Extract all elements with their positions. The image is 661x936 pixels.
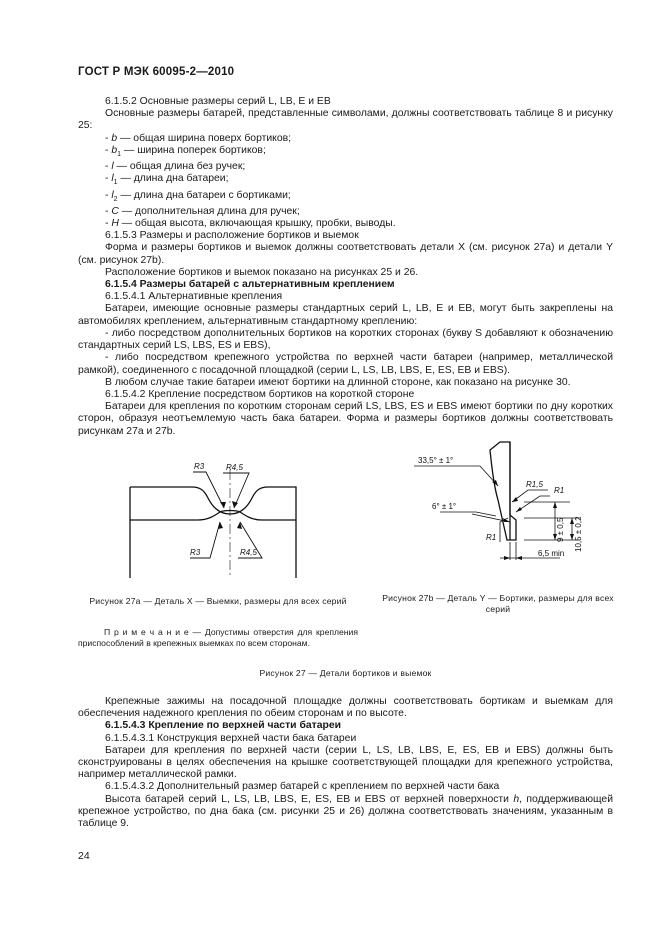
rib-outline: [490, 442, 516, 540]
groove-top-edge: [130, 487, 296, 578]
label-r1-left: R1: [486, 533, 497, 542]
label-dim-10-5: 10,5 ± 0,2: [574, 516, 583, 552]
list-item: - $b_1$ — ширина поперек бортиков;: [105, 144, 266, 158]
paragraph: Расположение бортиков и выемок показано на рисунках 25 и 26.: [105, 266, 419, 278]
paragraph: Батареи для крепления по верхней части (серии L, LS, LB, LBS, E, ES, EB и EBS) должны быть сконструированы в целях обеспечения на крышке соответствующей площадки для крепежного устройства, например металлической рамки.: [78, 744, 613, 781]
label-r1-right: R1: [554, 486, 565, 495]
label-r1-5: R1,5: [526, 480, 543, 489]
paragraph: Крепежные зажимы на посадочной площадке должны соответствовать бортикам и выемкам для обеспечения надежного крепления по обеим сторонам и по высоте.: [78, 696, 613, 720]
list-item: - $l_2$ — длина дна батареи с бортиками;: [105, 189, 291, 203]
list-item: - H — общая высота, включающая крышку, пробки, выводы.: [105, 218, 396, 230]
text-block-top: [78, 96, 613, 438]
paragraph: Высота батарей серий L, LS, LB, LBS, E, ES, EB и EBS от верхней поверхности h, поддерживающей крепежное устройство, по дна бака (см. рисунки 25 и 26) должна соответствовать значениям, указанным в таблице 9.: [78, 793, 613, 830]
text-block-bottom: [78, 696, 613, 830]
paragraph: Форма и размеры бортиков и выемок должны соответствовать детали X (см. рисунок 27а) и детали Y (см. рисунок 27b).: [78, 242, 613, 266]
paragraph: 6.1.5.4.1 Альтернативные крепления: [105, 291, 283, 303]
label-r3-bottom: R3: [190, 548, 201, 557]
paragraph: Батареи, имеющие основные размеры стандартных серий L, LB, E и EB, могут быть закреплены на автомобилях креплением, альтернативным стандартному креплению:: [78, 303, 613, 327]
figure-27b-drawing: [400, 430, 620, 575]
groove-inner-edge: [130, 511, 296, 521]
label-r45-bottom: R4,5: [240, 548, 257, 557]
paragraph: 6.1.5.4.2 Крепление посредством бортиков на короткой стороне: [105, 388, 415, 400]
paragraph: Основные размеры батарей, представленные символами, должны соответствовать таблице 8 и рисунку 25:: [78, 108, 613, 132]
paragraph: - либо посредством крепежного устройства по верхней части батареи (например, металлической рамкой), соединенного с посадочной площадкой (серии L, LS, LB, LBS, E, ES, EB и EBS).: [78, 352, 613, 376]
paragraph: В любом случае такие батареи имеют бортики на длинной стороне, как показано на рисунке 30.: [105, 376, 571, 388]
figure-27b-caption: Рисунок 27b — Деталь Y — Бортики, размеры для всех серий: [382, 593, 614, 614]
section-heading: 6.1.5.4 Размеры батарей с альтернативным креплением: [105, 279, 395, 291]
figure-27a-caption: Рисунок 27а — Деталь X — Выемки, размеры для всех серий: [89, 596, 347, 606]
paragraph: - либо посредством дополнительных бортиков на коротких сторонах (букву S добавляют к обозначению стандартных серий LS, LBS, ES и EBS),: [78, 327, 613, 352]
label-r45-top: R4,5: [226, 463, 243, 472]
page-number: 24: [78, 850, 90, 862]
list-item: - C — дополнительная длина для ручек;: [105, 205, 300, 217]
paragraph: Батареи для крепления по коротким сторонам серий LS, LBS, ES и EBS имеют бортики по дну коротких сторон, образуя неотъемлемую часть бака батареи. Форма и размеры бортиков должны соответствовать рисункам 27а и 27b.: [78, 401, 613, 437]
list-item: - b — общая ширина поверх бортиков;: [105, 132, 292, 144]
list-item: - l — общая длина без ручек;: [105, 161, 246, 173]
paragraph: 6.1.5.3 Размеры и расположение бортиков и выемок: [105, 230, 359, 242]
label-angle-6: 6° ± 1°: [432, 502, 457, 511]
paragraph: 6.1.5.4.3.2 Дополнительный размер батарей с креплением по верхней части бака: [105, 781, 500, 793]
list-item: - $l_1$ — длина дна батареи;: [105, 173, 229, 187]
label-angle-33-5: 33,5° ± 1°: [418, 456, 454, 465]
label-r3-top: R3: [194, 462, 205, 471]
figure-note: П р и м е ч а н и е — Допустимы отверстия для крепления приспособлений в крепежных выемках по всем сторонам.: [78, 627, 358, 648]
figure-27-caption: Рисунок 27 — Детали бортиков и выемок: [259, 668, 432, 678]
label-dim-6-5: 6,5 min: [538, 549, 565, 558]
document-header: ГОСТ Р МЭК 60095-2—2010: [78, 66, 235, 78]
paragraph: 6.1.5.2 Основные размеры серий L, LB, E и EB: [105, 96, 331, 107]
label-dim-9: 9 ± 0,5: [556, 517, 565, 542]
section-heading: 6.1.5.4.3 Крепление по верхней части батареи: [105, 720, 342, 732]
figure-27a-drawing: [90, 450, 390, 585]
paragraph: 6.1.5.4.3.1 Конструкция верхней части бака батареи: [105, 732, 357, 744]
